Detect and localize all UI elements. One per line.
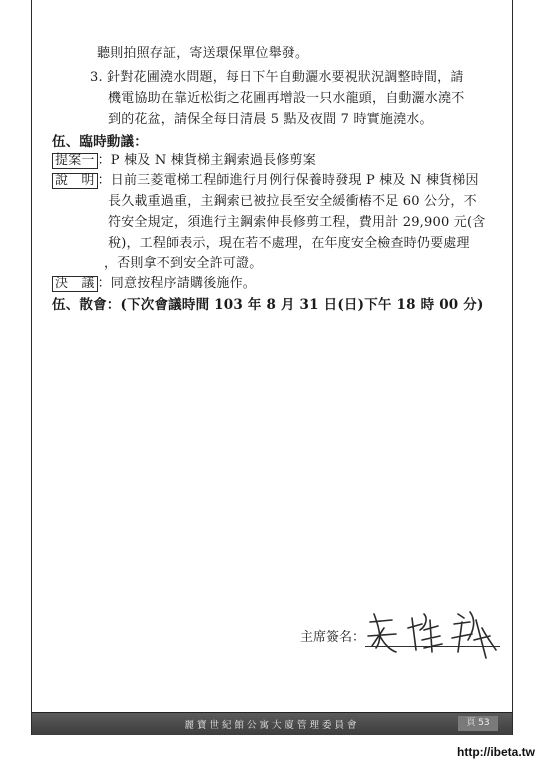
explanation-label: 說 明 [52,173,98,189]
motion-label: 提案一 [52,153,98,169]
doc-line: 機電協助在靠近松街之花圃再增設一只水龍頭，自動灑水澆不 [108,91,465,106]
doc-line: 到的花盆，請保全每日清晨 5 點及夜間 7 時實施澆水。 [108,112,433,127]
handwritten-signature [362,600,512,670]
motion-text: ：P 棟及 N 棟貨梯主鋼索過長修剪案 [97,153,316,168]
doc-line: ，否則拿不到安全許可證。 [104,256,263,271]
watermark: http://ibeta.tw [457,745,535,759]
adjourn-line: 伍、散會：(下次會議時間 103 年 8 月 31 日(日)下午 18 時 00 分) [52,297,484,313]
doc-line: 長久載重過重，主鋼索已被拉長至安全緩衝樁不足 60 公分，不 [108,194,477,209]
resolution-text: ：同意按程序請購後施作。 [97,276,257,291]
section-heading: 伍、臨時動議： [52,134,148,150]
doc-line: 聽則拍照存証，寄送環保單位舉發。 [97,46,309,61]
footer-bar [32,712,512,735]
motion-line [52,153,316,169]
footer-page-number: 頁 53 [458,716,498,731]
resolution-label: 決 議 [52,276,98,292]
explanation-text: ：日前三菱電梯工程師進行月例行保養時發現 P 棟及 N 棟貨梯因 [97,173,479,188]
doc-line: 稅)，工程師表示，現在若不處理，在年度安全檢查時仍要處理 [108,236,470,251]
doc-line: 3. 針對花圃澆水問題，每日下午自動灑水要視狀況調整時間，請 [90,70,464,85]
doc-line: 符安全規定，須進行主鋼索伸長修剪工程，費用計 29,900 元(含 [108,215,486,230]
footer-title: 麗寶世紀館公寓大廈管理委員會 [184,720,360,731]
resolution-line [52,276,256,292]
explanation-line [52,173,479,189]
signature-label: 主席簽名： [300,630,366,645]
